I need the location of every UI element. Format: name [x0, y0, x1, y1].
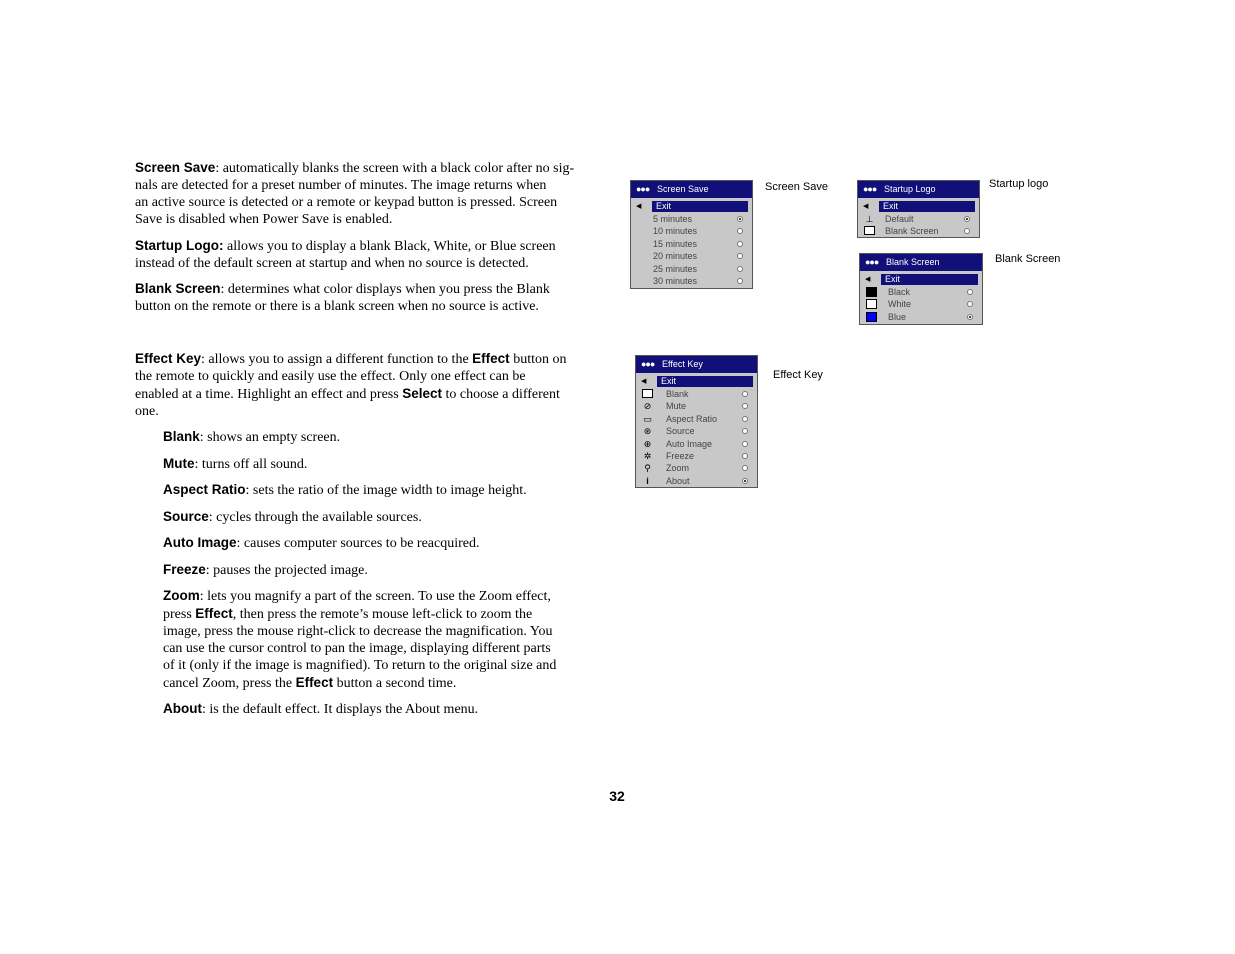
left-arrow-icon: ◀	[863, 203, 869, 210]
menu-item-label: Blank	[666, 389, 689, 399]
effect-mute-item	[163, 455, 307, 473]
radio-button[interactable]	[737, 216, 743, 222]
page-number: 32	[609, 788, 625, 804]
radio-button[interactable]	[742, 465, 748, 471]
effect-key-menu	[635, 355, 758, 488]
startup-logo-caption: Startup logo	[989, 178, 1049, 190]
menu-item-label: White	[888, 299, 912, 310]
radio-button[interactable]	[967, 314, 973, 320]
menu-title-bar	[631, 181, 752, 198]
blank-screen-caption: Blank Screen	[995, 253, 1061, 265]
menu-dots-icon: ●●●	[636, 184, 650, 194]
effect-text: : is the default effect. It displays the About menu.	[201, 702, 479, 717]
effect-term: Aspect Ratio	[163, 482, 246, 497]
effect-source-item	[163, 508, 422, 526]
screen-save-paragraph	[135, 159, 615, 228]
menu-item-label: Default	[885, 214, 914, 224]
left-arrow-icon: ◀	[641, 378, 647, 385]
startup-logo-paragraph	[135, 237, 615, 272]
radio-button[interactable]	[742, 453, 748, 459]
screen-save-text: Save is disabled when Power Save is enabled.	[135, 212, 393, 227]
menu-item-label: 25 minutes	[653, 263, 698, 274]
exit-button[interactable]: Exit	[881, 274, 978, 285]
zoom-icon: ⚲	[644, 463, 651, 474]
effect-key-text: : allows you to assign a different function to the	[201, 352, 473, 367]
screen-save-term: Screen Save	[135, 160, 216, 175]
startup-logo-menu	[857, 180, 980, 238]
effect-text: : causes computer sources to be reacquired.	[236, 536, 480, 551]
effect-text: cancel Zoom, press the	[163, 676, 296, 691]
radio-button[interactable]	[967, 301, 973, 307]
menu-item-label: Auto Image	[666, 438, 713, 449]
color-swatch-icon	[866, 287, 877, 297]
radio-button[interactable]	[737, 266, 743, 272]
screen-save-caption: Screen Save	[765, 181, 828, 193]
source-icon: ⊛	[643, 426, 652, 437]
effect-text: : cycles through the available sources.	[208, 510, 422, 525]
effect-text: : turns off all sound.	[194, 457, 308, 472]
left-arrow-icon: ◀	[865, 276, 871, 283]
effect-aspect-item	[163, 481, 527, 499]
radio-button[interactable]	[742, 416, 748, 422]
menu-title: Startup Logo	[884, 184, 936, 194]
screen-save-menu	[630, 180, 753, 289]
effect-text: : sets the ratio of the image width to image height.	[245, 483, 527, 498]
radio-button[interactable]	[742, 391, 748, 397]
blank-screen-text: : determines what color displays when you press the Blank	[220, 282, 550, 297]
startup-logo-term: Startup Logo:	[135, 238, 224, 253]
mute-icon: ⊘	[643, 401, 652, 412]
menu-item[interactable]	[631, 238, 752, 250]
menu-item-label: 20 minutes	[653, 251, 698, 262]
effect-term: Blank	[163, 429, 200, 444]
effect-zoom-item	[163, 587, 613, 692]
effect-text: , then press the remote’s mouse left-click to zoom the	[232, 607, 533, 622]
color-swatch-icon	[866, 299, 877, 309]
menu-title-bar	[636, 356, 757, 373]
menu-item-label: 10 minutes	[653, 226, 698, 237]
radio-button[interactable]	[742, 428, 748, 434]
menu-title: Screen Save	[657, 184, 709, 194]
radio-button[interactable]	[964, 228, 970, 234]
exit-button[interactable]: Exit	[879, 201, 975, 212]
menu-item-label: Mute	[666, 401, 687, 412]
effect-term: Freeze	[163, 562, 206, 577]
effect-freeze-item	[163, 561, 368, 579]
radio-button[interactable]	[742, 478, 748, 484]
radio-button[interactable]	[737, 241, 743, 247]
menu-item[interactable]	[636, 450, 757, 462]
effect-word: Effect	[295, 675, 334, 690]
effect-text: of it (only if the image is magnified). To return to the original size and	[163, 658, 557, 673]
blank-screen-text: button on the remote or there is a blank screen when no source is active.	[135, 299, 539, 314]
blank-icon	[642, 389, 653, 399]
effect-text: : lets you magnify a part of the screen. To use the Zoom effect,	[199, 589, 551, 604]
effect-key-paragraph	[135, 350, 615, 420]
effect-term: About	[163, 701, 202, 716]
menu-title: Effect Key	[662, 359, 703, 369]
menu-title: Blank Screen	[886, 257, 940, 267]
effect-key-text: button on	[509, 352, 567, 367]
menu-item-label: Blue	[888, 311, 907, 322]
effect-text: image, press the mouse right-click to decrease the magnification. You	[163, 624, 553, 639]
effect-key-text: to choose a different	[441, 387, 560, 402]
left-arrow-icon: ◀	[636, 203, 642, 210]
blank-screen-icon	[864, 226, 875, 236]
effect-text: can use the cursor control to pan the image, displaying different parts	[163, 641, 551, 656]
radio-button[interactable]	[742, 403, 748, 409]
menu-item-label: Black	[888, 287, 911, 297]
menu-dots-icon: ●●●	[641, 359, 655, 369]
screen-save-text: an active source is detected or a remote or keypad button is pressed. Screen	[135, 195, 558, 210]
effect-auto-item	[163, 534, 479, 552]
menu-item[interactable]	[636, 400, 757, 412]
effect-key-text: the remote to quickly and easily use the effect. Only one effect can be	[135, 369, 526, 384]
menu-item[interactable]	[860, 286, 982, 298]
menu-item-label: Source	[666, 426, 695, 437]
menu-item[interactable]	[636, 425, 757, 437]
menu-item-label: 15 minutes	[653, 238, 698, 249]
menu-exit-row[interactable]	[631, 200, 752, 213]
menu-item[interactable]	[631, 213, 752, 225]
effect-about-item	[163, 700, 478, 718]
menu-item-label: Aspect Ratio	[666, 413, 718, 424]
effect-text: button a second time.	[333, 676, 457, 691]
radio-button[interactable]	[742, 441, 748, 447]
effect-term: Zoom	[163, 588, 200, 603]
effect-key-text: one.	[135, 404, 159, 419]
menu-exit-row[interactable]	[858, 200, 979, 213]
menu-item-label: 30 minutes	[653, 275, 698, 286]
exit-button[interactable]: Exit	[652, 201, 748, 212]
radio-button[interactable]	[964, 216, 970, 222]
radio-button[interactable]	[737, 228, 743, 234]
menu-item-label: Blank Screen	[885, 226, 939, 237]
screen-save-text: nals are detected for a preset number of minutes. The image returns when	[135, 178, 547, 193]
about-icon: i	[646, 475, 649, 486]
effect-text: : shows an empty screen.	[199, 430, 341, 445]
effect-key-caption: Effect Key	[773, 369, 823, 381]
menu-item[interactable]	[636, 388, 757, 400]
menu-title-bar	[858, 181, 979, 198]
menu-item[interactable]	[860, 298, 982, 310]
menu-item[interactable]	[631, 263, 752, 275]
menu-item[interactable]	[636, 413, 757, 425]
menu-exit-row[interactable]	[860, 273, 982, 286]
screen-save-text: : automatically blanks the screen with a black color after no sig-	[215, 161, 575, 176]
menu-item[interactable]	[858, 225, 979, 237]
menu-item[interactable]	[631, 250, 752, 262]
menu-item[interactable]	[858, 213, 979, 225]
exit-button[interactable]: Exit	[657, 376, 753, 387]
effect-term: Mute	[163, 456, 195, 471]
aspect-ratio-icon: ▭	[643, 413, 652, 424]
menu-item[interactable]	[636, 475, 757, 487]
menu-dots-icon: ●●●	[865, 257, 879, 267]
effect-word: Effect	[472, 351, 510, 366]
menu-item-label: 5 minutes	[653, 214, 693, 224]
effect-term: Auto Image	[163, 535, 237, 550]
effect-word: Effect	[195, 606, 233, 621]
effect-key-term: Effect Key	[135, 351, 202, 366]
menu-item[interactable]	[631, 275, 752, 287]
menu-item[interactable]	[636, 438, 757, 450]
menu-item-label: Zoom	[666, 463, 690, 474]
select-word: Select	[402, 386, 442, 401]
menu-title-bar	[860, 254, 982, 271]
radio-button[interactable]	[967, 289, 973, 295]
effect-term: Source	[163, 509, 209, 524]
radio-button[interactable]	[737, 278, 743, 284]
menu-item[interactable]	[860, 311, 982, 323]
menu-item-label: About	[666, 475, 690, 486]
startup-logo-text: allows you to display a blank Black, White, or Blue screen	[223, 239, 556, 254]
effect-blank-item	[163, 428, 340, 446]
menu-item[interactable]	[636, 462, 757, 474]
effect-text: press	[163, 607, 196, 622]
menu-exit-row[interactable]	[636, 375, 757, 388]
effect-text: : pauses the projected image.	[205, 563, 368, 578]
freeze-icon: ✲	[643, 450, 652, 461]
auto-image-icon: ⊕	[643, 438, 652, 449]
color-swatch-icon	[866, 312, 877, 322]
blank-screen-term: Blank Screen	[135, 281, 221, 296]
menu-item[interactable]	[631, 225, 752, 237]
blank-screen-paragraph	[135, 280, 615, 315]
startup-logo-text: instead of the default screen at startup and when no source is detected.	[135, 256, 529, 271]
default-logo-icon: ⊥	[865, 214, 874, 224]
radio-button[interactable]	[737, 253, 743, 259]
menu-dots-icon: ●●●	[863, 184, 877, 194]
blank-screen-menu	[859, 253, 983, 325]
menu-item-label: Freeze	[666, 450, 695, 461]
effect-key-text: enabled at a time. Highlight an effect and press	[135, 387, 403, 402]
